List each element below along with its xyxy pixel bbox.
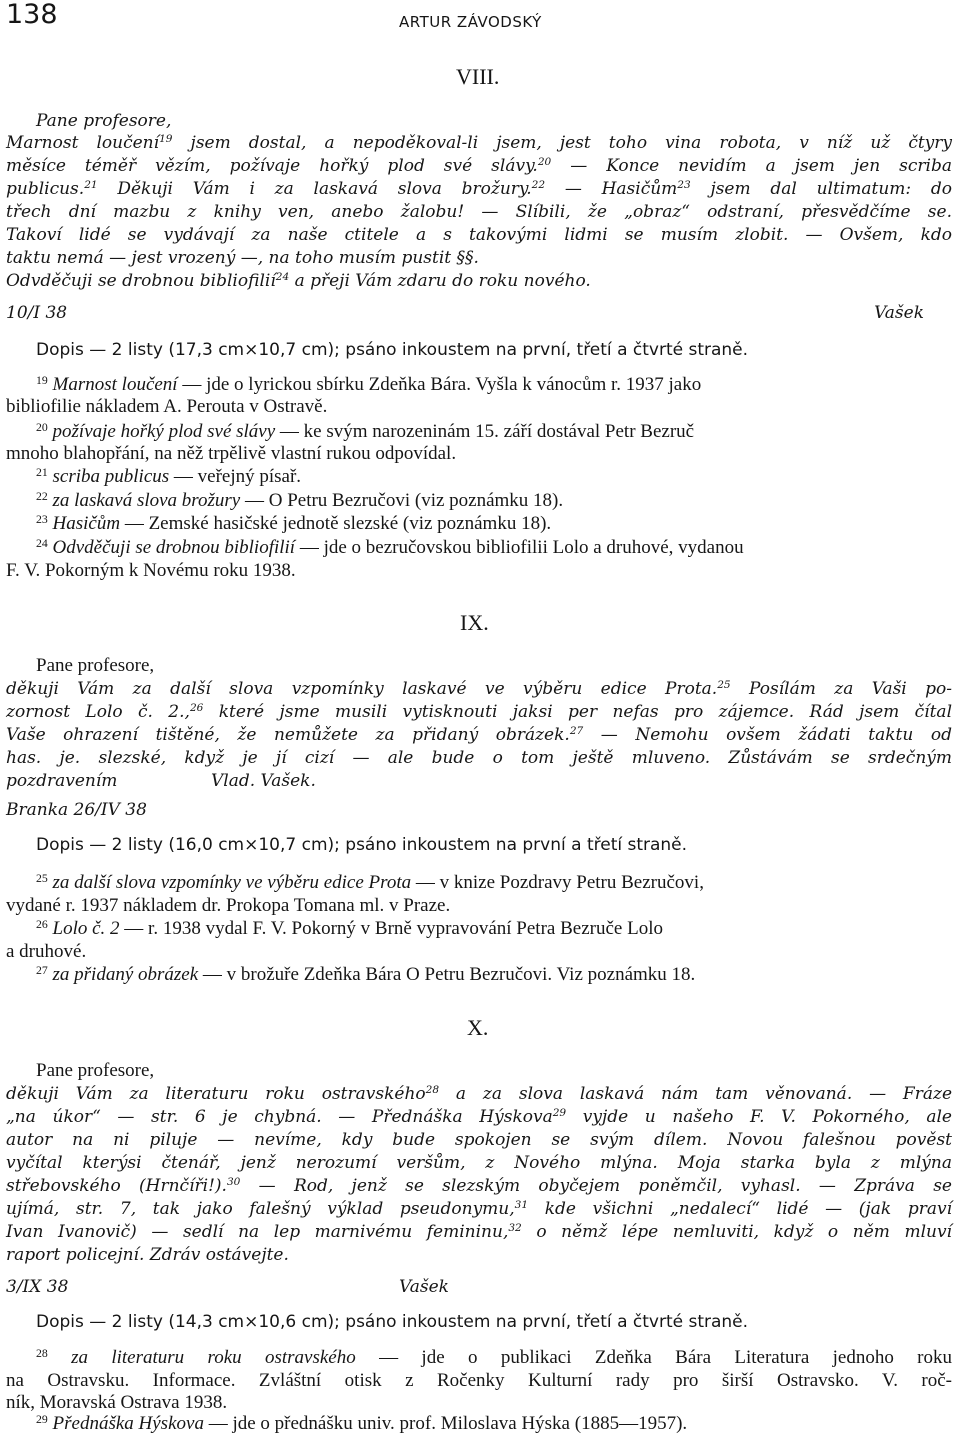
letter-ix-date: Branka 26/IV 38 xyxy=(6,800,147,820)
letter-viii-line-4: třech dní mazbu z knihy ven, anebo žalobu! — Slíbili, že „obraz“ odstraní, přesvědčíme se. xyxy=(6,202,952,222)
letter-viii-line-3: publicus.$^{21}$ Děkuji Vám i za laskavá slova brožury.$^{22}$ — Hasičům$^{23}$ jsem dal ultimatum: do xyxy=(6,179,952,199)
letter-viii-line-2: měsíce téměř vězím, požívaje hořký plod své slávy.$^{20}$ — Konce nevidím a jsem jen scriba xyxy=(6,156,952,176)
footnote-20: $^{20}$ požívaje hořký plod své slávy — ke svým narozeninám 15. září dostával Petr Bezruč xyxy=(36,420,695,442)
letter-viii-line-6: taktu nemá — jest vrozený —, na toho musím pustit §§. xyxy=(6,248,479,268)
letter-x-line-3: autor na ni piluje — nevíme, kdy bude spokojen se svým dílem. Novou falešnou pověst xyxy=(6,1130,952,1150)
letter-ix-line-5: pozdravením xyxy=(6,771,118,791)
footnote-24: $^{24}$ Odvděčuji se drobnou bibliofilií — jde o bezručovskou bibliofilii Lolo a druhové, vydanou xyxy=(36,536,744,558)
letter-x-line-1: děkuji Vám za literaturu roku ostravského$^{28}$ a za slova laskavá nám tam věnovaná. — Fráze xyxy=(6,1084,952,1104)
letter-x-line-8: raport policejní. Zdráv ostávejte. xyxy=(6,1245,289,1265)
footnote-20-cont: mnoho blahopřání, na něž trpělivě vlastní rukou odpovídal. xyxy=(6,443,457,464)
salutation-viii: Pane profesore, xyxy=(36,111,172,131)
page-number: 138 xyxy=(6,0,58,30)
letter-ix-line-4: has. je. slezské, když je jí cizí — ale bude o tom ještě mluveno. Zůstávám se srdečným xyxy=(6,748,952,768)
footnote-25: $^{25}$ za další slova vzpomínky ve výběru edice Prota — v knize Pozdravy Petru Bezručovi, xyxy=(36,871,704,893)
letter-x-line-2: „na úkor“ — str. 6 je chybná. — Přednáška Hýskova$^{29}$ vyjde u našeho F. V. Pokorného, ale xyxy=(6,1107,952,1127)
letter-viii-date: 10/I 38 xyxy=(6,303,68,323)
letter-viii-line-7: Odvděčuji se drobnou bibliofilií$^{24}$ a přeji Vám zdaru do roku nového. xyxy=(6,271,591,291)
letter-viii-signature: Vašek xyxy=(874,303,924,323)
footnote-25-cont: vydané r. 1937 nákladem dr. Prokopa Tomana ml. v Praze. xyxy=(6,895,451,916)
letter-number-viii: VIII. xyxy=(456,64,500,89)
salutation-x: Pane profesore, xyxy=(36,1060,155,1081)
footnote-21: $^{21}$ scriba publicus — veřejný písař. xyxy=(36,465,302,487)
letter-viii-line-5: Takoví lidé se vydávají za naše ctitele a s takovými lidmi se musím zlobit. — Ovšem, kdo xyxy=(6,225,952,245)
footnote-23: $^{23}$ Hasičům — Zemské hasičské jednotě slezské (viz poznámku 18). xyxy=(36,512,552,534)
letter-viii-line-1: Marnost loučení$^{19}$ jsem dostal, a nepoděkoval-li jsem, jest toho vina robota, v níž už čtyry xyxy=(6,133,952,153)
letter-number-x: X. xyxy=(467,1015,489,1040)
footnote-22: $^{22}$ za laskavá slova brožury — O Petru Bezručovi (viz poznámku 18). xyxy=(36,489,564,511)
letter-ix-line-1: děkuji Vám za další slova vzpomínky laskavé ve výběru edice Prota.$^{25}$ Posílám za Vaši po- xyxy=(6,679,953,699)
footnote-26-cont: a druhové. xyxy=(6,941,87,962)
letter-ix-line-3: Vaše ohrazení tištěné, že nemůžete za přidaný obrázek.$^{27}$ — Nemohu ovšem žádati taktu od xyxy=(6,725,952,745)
footnote-29: $^{29}$ Přednáška Hýskova — jde o přednášku univ. prof. Miloslava Hýska (1885—1957). xyxy=(36,1412,688,1434)
letter-x-description: Dopis — 2 listy (14,3 cm×10,6 cm); psáno inkoustem na první, třetí a čtvrté straně. xyxy=(36,1312,749,1332)
letter-number-ix: IX. xyxy=(460,610,489,635)
letter-viii-description: Dopis — 2 listy (17,3 cm×10,7 cm); psáno inkoustem na první, třetí a čtvrté straně. xyxy=(36,340,749,360)
running-head-author: ARTUR ZÁVODSKÝ xyxy=(399,13,542,31)
letter-x-line-5: střebovského (Hrnčíři!).$^{30}$ — Rod, jenž se slezským obyčejem poněmčil, vyhasl. — Zpráva se xyxy=(6,1176,952,1196)
footnote-19-cont: bibliofilie nákladem A. Perouta v Ostravě. xyxy=(6,396,328,417)
letter-ix-description: Dopis — 2 listy (16,0 cm×10,7 cm); psáno inkoustem na první a třetí straně. xyxy=(36,835,688,855)
footnote-19: $^{19}$ Marnost loučení — jde o lyrickou sbírku Zdeňka Bára. Vyšla k vánocům r. 1937 jako xyxy=(36,373,702,395)
footnote-28-cont: na Ostravsku. Informace. Zvláštní otisk z Ročenky Kulturní rady pro širší Ostravsko. V. roč- xyxy=(6,1370,952,1391)
letter-x-line-6: ujímá, str. 7, tak jako falešný výklad pseudonymu,$^{31}$ kde všichni „nedalecí“ lidé — (jak praví xyxy=(6,1199,953,1219)
footnote-28-cont-2: ník, Moravská Ostrava 1938. xyxy=(6,1392,228,1413)
letter-ix-signature: Vlad. Vašek. xyxy=(211,771,316,791)
footnote-26: $^{26}$ Lolo č. 2 — r. 1938 vydal F. V. Pokorný v Brně vypravování Petra Bezruče Lolo xyxy=(36,917,663,939)
salutation-ix: Pane profesore, xyxy=(36,655,155,676)
letter-x-date: 3/IX 38 xyxy=(6,1277,69,1297)
letter-x-line-7: Ivan Ivanovič) — sedlí na lep marnivému femininu,$^{32}$ o němž lépe nemluviti, když o něm mluví xyxy=(6,1222,952,1242)
letter-x-line-4: vyčítal kterýsi čtenář, jenž nerozumí veršům, z Nového mlýna. Moja starka byla z mlýna xyxy=(6,1153,952,1173)
footnote-24-cont: F. V. Pokorným k Novému roku 1938. xyxy=(6,560,296,581)
letter-x-signature: Vašek xyxy=(399,1277,449,1297)
footnote-27: $^{27}$ za přidaný obrázek — v brožuře Zdeňka Bára O Petru Bezručovi. Viz poznámku 18. xyxy=(36,963,696,985)
letter-ix-line-2: zornost Lolo č. 2.,$^{26}$ které jsme musili vytisknouti jaksi per nefas pro zájemce. Rád jsem čítal xyxy=(6,702,953,722)
footnote-28: $^{28}$ za literaturu roku ostravského — jde o publikaci Zdeňka Bára Literatura jednoho roku xyxy=(36,1346,952,1368)
